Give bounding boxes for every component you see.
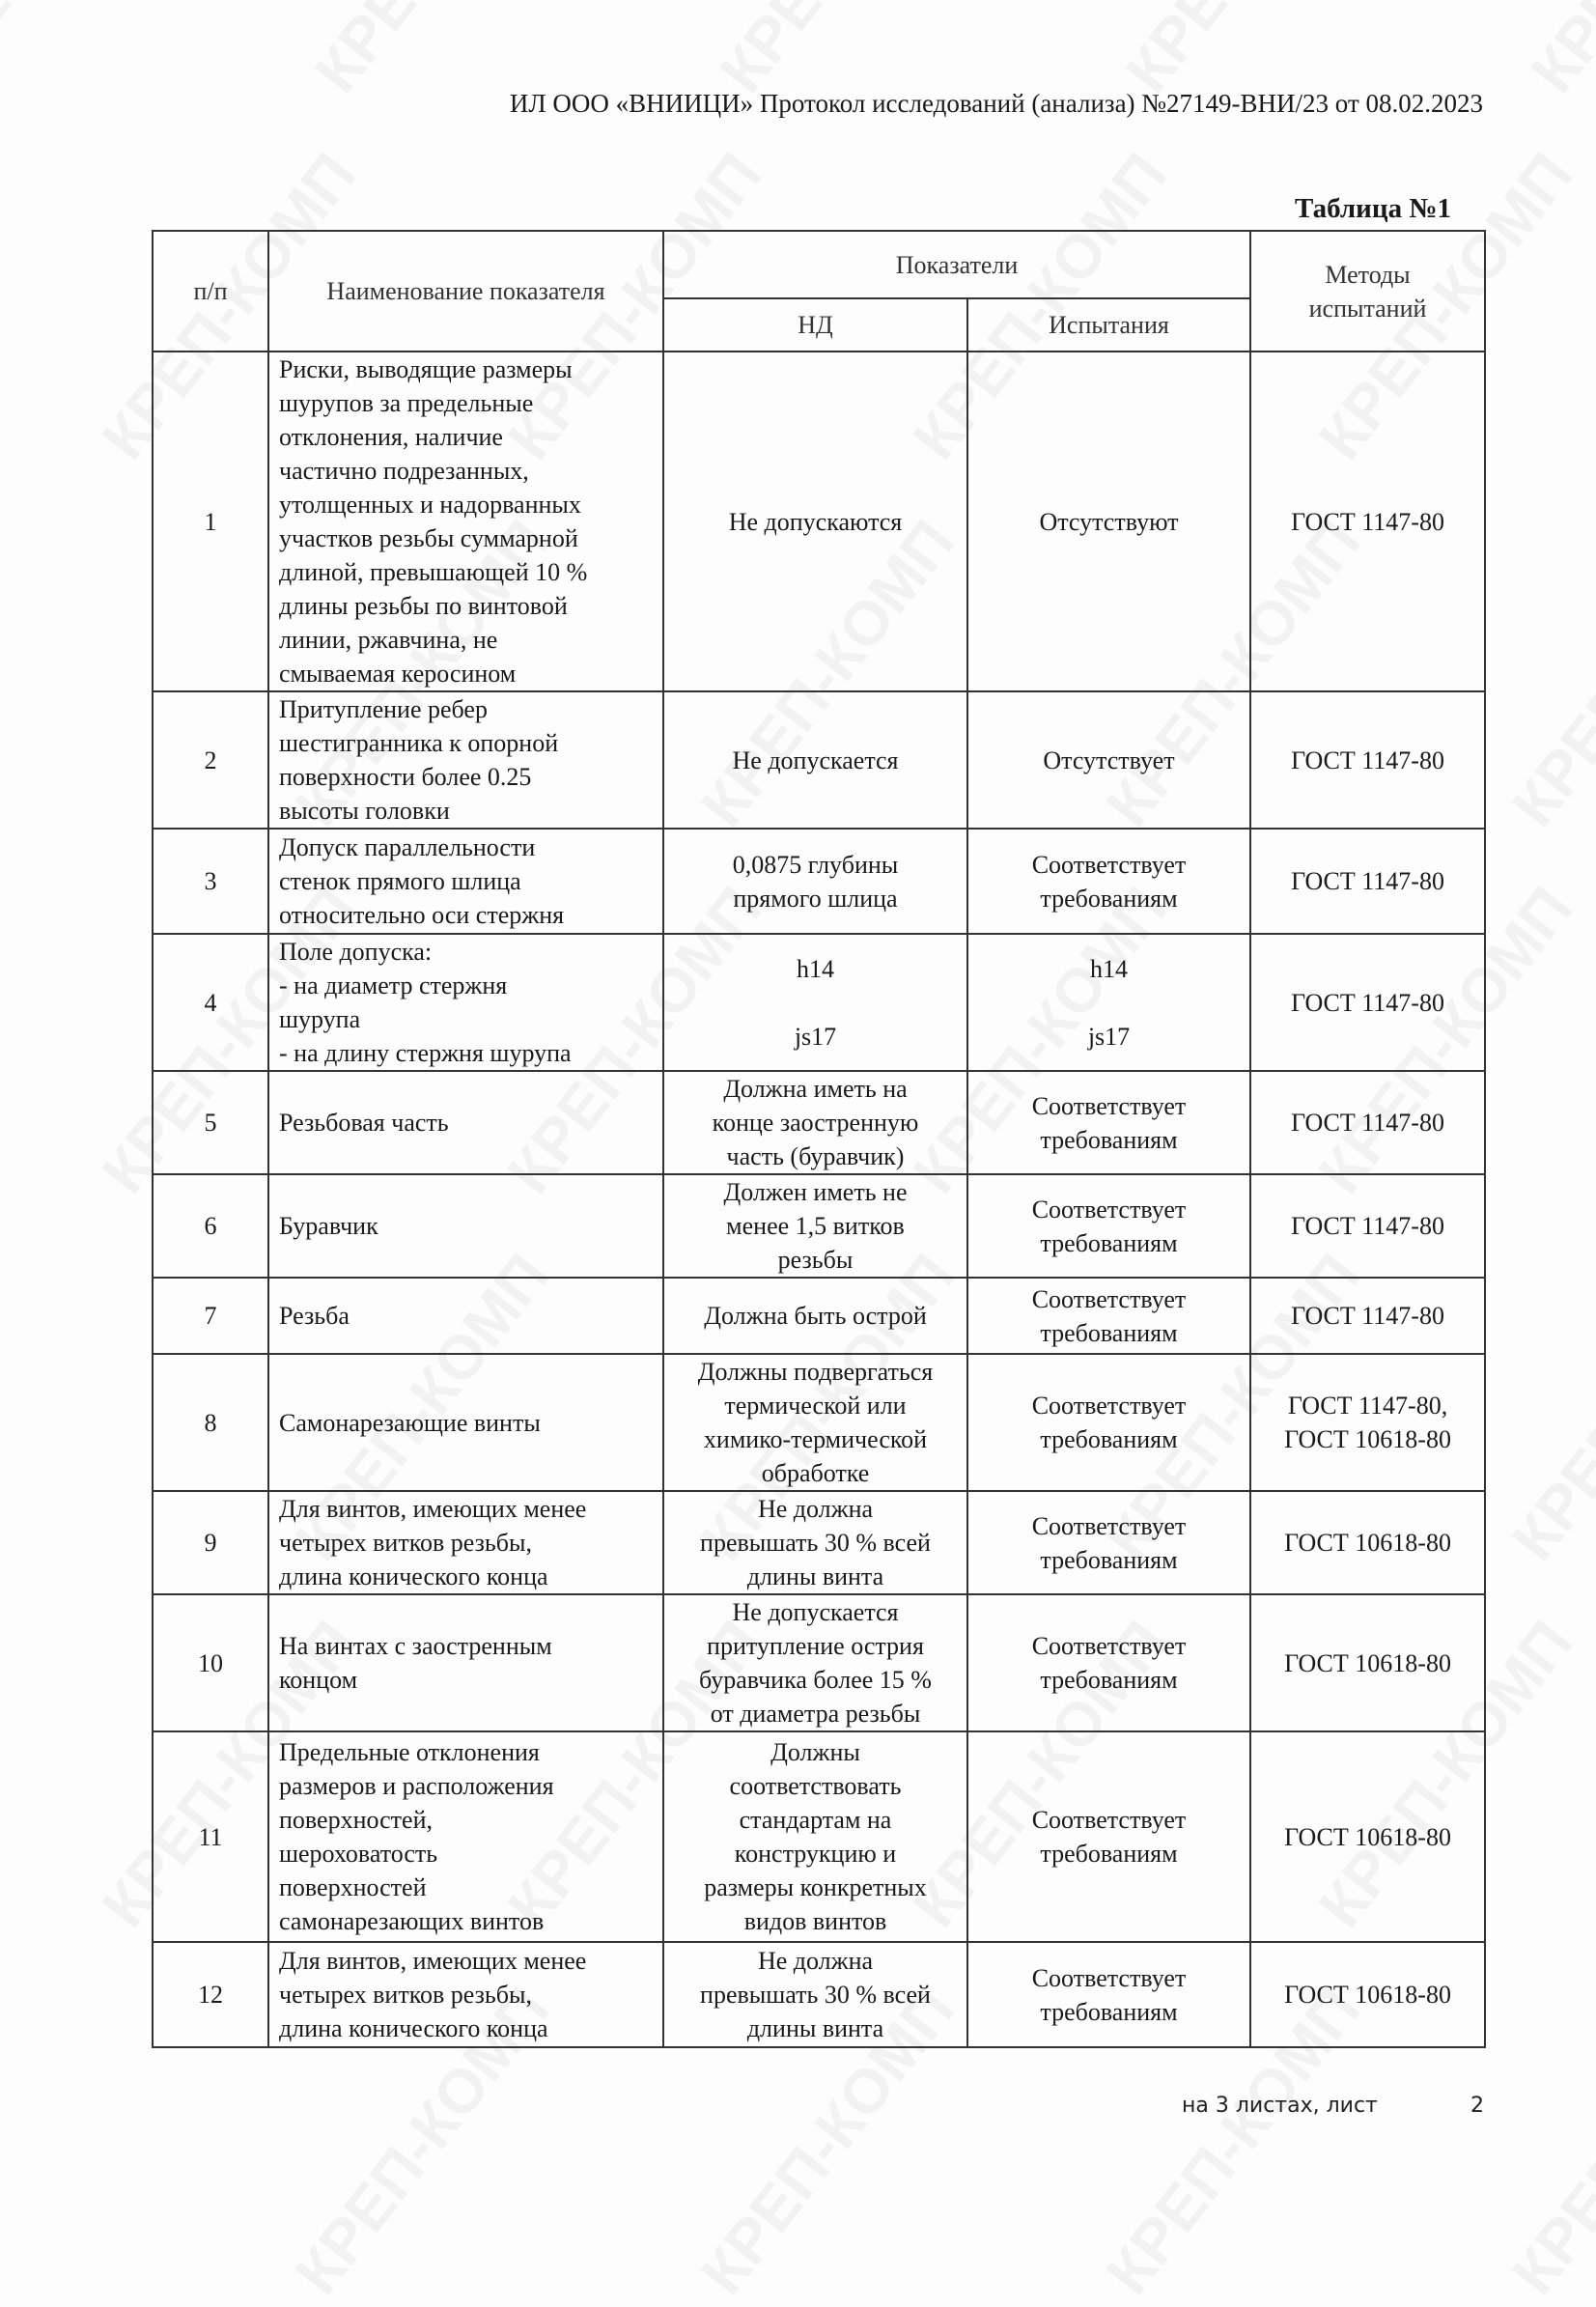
- nd-value: Не должна превышать 30 % всей длины винта: [663, 1942, 967, 2047]
- nd-value: Не допускаются: [663, 352, 967, 691]
- test-method: ГОСТ 1147-80: [1250, 829, 1485, 934]
- nd-value: Не допускается: [663, 691, 967, 829]
- test-method: ГОСТ 10618-80: [1250, 1731, 1485, 1942]
- table-row: [153, 1278, 1485, 1354]
- test-method: ГОСТ 1147-80: [1250, 934, 1485, 1071]
- test-result: Соответствует требованиям: [967, 1491, 1250, 1594]
- indicator-name: Буравчик: [268, 1174, 663, 1278]
- table-row: [153, 1942, 1485, 2047]
- indicator-name: Риски, выводящие размеры шурупов за предельные отклонения, наличие частично подрезанных, утолщенных и надорванных участков резьбы суммарной длиной, превышающей 10 % длины резьбы по винтовой линии, ржавчина, не смываемая керосином: [268, 352, 663, 691]
- row-number: 7: [153, 1278, 268, 1354]
- test-result: h14 js17: [967, 934, 1250, 1071]
- test-result: Отсутствуют: [967, 352, 1250, 691]
- test-result: Отсутствует: [967, 691, 1250, 829]
- nd-value: h14 js17: [663, 934, 967, 1071]
- header-indicators: Показатели: [663, 231, 1250, 298]
- nd-value: Должны соответствовать стандартам на конструкцию и размеры конкретных видов винтов: [663, 1731, 967, 1942]
- test-method: ГОСТ 1147-80: [1250, 1278, 1485, 1354]
- test-method: ГОСТ 10618-80: [1250, 1491, 1485, 1594]
- test-result: Соответствует требованиям: [967, 1942, 1250, 2047]
- indicator-name: Притупление ребер шестигранника к опорной поверхности более 0.25 высоты головки: [268, 691, 663, 829]
- table-row: [153, 829, 1485, 934]
- indicator-name: Допуск параллельности стенок прямого шлица относительно оси стержня: [268, 829, 663, 934]
- watermark-text: [1517, 0, 1596, 105]
- test-result: Соответствует требованиям: [967, 829, 1250, 934]
- header-name: Наименование показателя: [268, 231, 663, 352]
- nd-value: Должна быть острой: [663, 1278, 967, 1354]
- results-table: [152, 230, 1486, 2048]
- header-nd: НД: [663, 298, 967, 352]
- table-row: [153, 1731, 1485, 1942]
- test-method: ГОСТ 10618-80: [1250, 1594, 1485, 1731]
- row-number: 2: [153, 691, 268, 829]
- row-number: 12: [153, 1942, 268, 2047]
- watermark-text: [1498, 1241, 1596, 1574]
- indicator-name: Поле допуска: - на диаметр стержня шурупа - на длину стержня шурупа: [268, 934, 663, 1071]
- header-num: п/п: [153, 231, 268, 352]
- row-number: 3: [153, 829, 268, 934]
- row-number: 10: [153, 1594, 268, 1731]
- row-number: 6: [153, 1174, 268, 1278]
- test-method: ГОСТ 1147-80: [1250, 1174, 1485, 1278]
- row-number: 11: [153, 1731, 268, 1942]
- page-number: 2: [1470, 2094, 1484, 2118]
- row-number: 4: [153, 934, 268, 1071]
- indicator-name: Резьба: [268, 1278, 663, 1354]
- table-row: [153, 1071, 1485, 1174]
- nd-value: Не должна превышать 30 % всей длины винта: [663, 1491, 967, 1594]
- table-row: [153, 691, 1485, 829]
- table-row: [153, 1354, 1485, 1491]
- table-row: [153, 1174, 1485, 1278]
- test-result: Соответствует требованиям: [967, 1731, 1250, 1942]
- footer-sheets: на 3 листах, лист: [1182, 2094, 1378, 2118]
- nd-value: Не допускается притупление острия буравчика более 15 % от диаметра резьбы: [663, 1594, 967, 1731]
- test-result: Соответствует требованиям: [967, 1594, 1250, 1731]
- row-number: 9: [153, 1491, 268, 1594]
- watermark-text: [1498, 507, 1596, 840]
- test-result: Соответствует требованиям: [967, 1354, 1250, 1491]
- indicator-name: Для винтов, имеющих менее четырех витков резьбы, длина конического конца: [268, 1491, 663, 1594]
- document-header: ИЛ ООО «ВНИИЦИ» Протокол исследований (анализа) №27149-ВНИ/23 от 08.02.2023: [509, 89, 1483, 118]
- header-test: Испытания: [967, 298, 1250, 352]
- nd-value: Должны подвергаться термической или химико-термической обработке: [663, 1354, 967, 1491]
- indicator-name: Самонарезающие винты: [268, 1354, 663, 1491]
- indicator-name: Для винтов, имеющих менее четырех витков резьбы, длина конического конца: [268, 1942, 663, 2047]
- table-row: [153, 1594, 1485, 1731]
- row-number: 5: [153, 1071, 268, 1174]
- nd-value: Должен иметь не менее 1,5 витков резьбы: [663, 1174, 967, 1278]
- test-result: Соответствует требованиям: [967, 1071, 1250, 1174]
- indicator-name: Резьбовая часть: [268, 1071, 663, 1174]
- nd-value: Должна иметь на конце заостренную часть (буравчик): [663, 1071, 967, 1174]
- row-number: 8: [153, 1354, 268, 1491]
- table-row: [153, 352, 1485, 691]
- table-row: [153, 1491, 1485, 1594]
- test-method: ГОСТ 1147-80, ГОСТ 10618-80: [1250, 1354, 1485, 1491]
- watermark-text: [0, 0, 177, 105]
- table-row: [153, 934, 1485, 1071]
- indicator-name: На винтах с заостренным концом: [268, 1594, 663, 1731]
- watermark-text: [1498, 1975, 1596, 2307]
- row-number: 1: [153, 352, 268, 691]
- indicator-name: Предельные отклонения размеров и расположения поверхностей, шероховатость поверхностей самонарезающих винтов: [268, 1731, 663, 1942]
- test-result: Соответствует требованиям: [967, 1278, 1250, 1354]
- test-result: Соответствует требованиям: [967, 1174, 1250, 1278]
- test-method: ГОСТ 1147-80: [1250, 1071, 1485, 1174]
- header-methods: Методы испытаний: [1250, 231, 1485, 352]
- nd-value: 0,0875 глубины прямого шлица: [663, 829, 967, 934]
- test-method: ГОСТ 1147-80: [1250, 691, 1485, 829]
- test-method: ГОСТ 1147-80: [1250, 352, 1485, 691]
- table-title: Таблица №1: [1295, 193, 1451, 224]
- test-method: ГОСТ 10618-80: [1250, 1942, 1485, 2047]
